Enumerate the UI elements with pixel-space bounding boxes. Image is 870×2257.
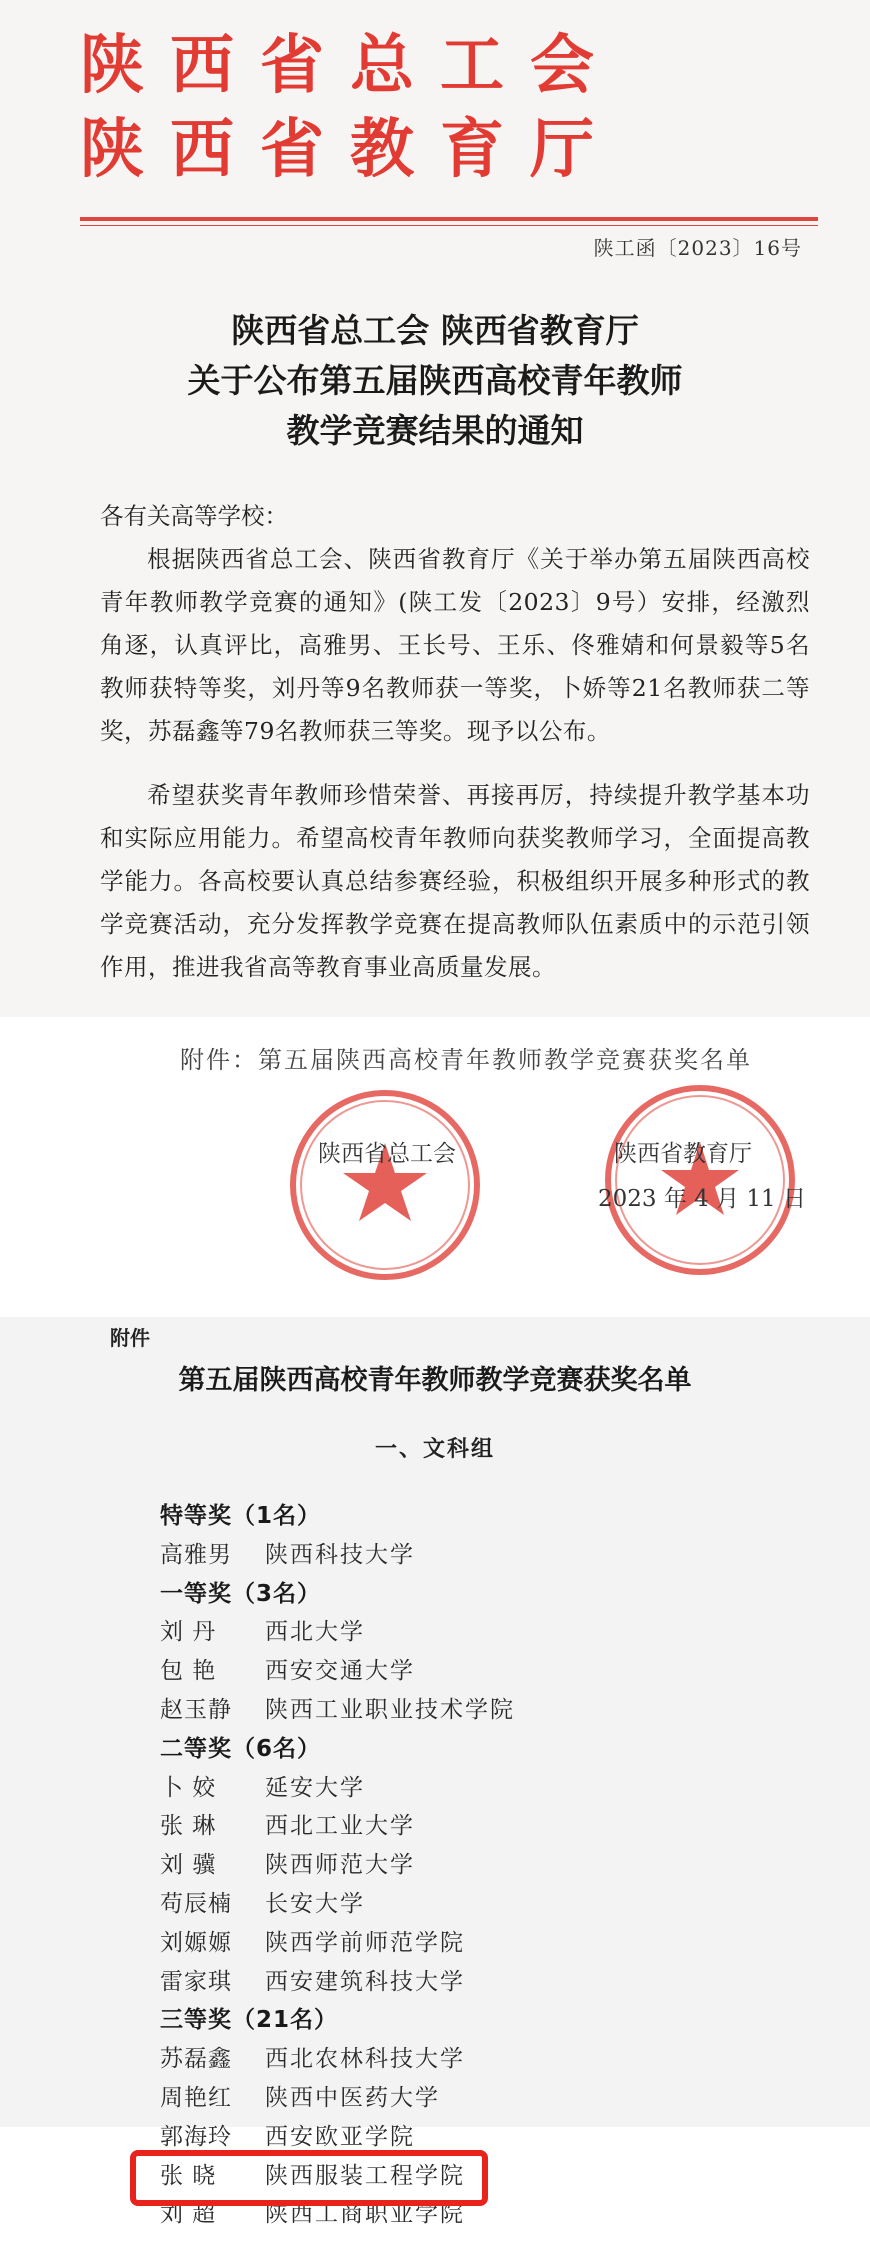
award-entry <box>160 1846 415 1884</box>
award-level-heading: 二等奖（6名） <box>160 1735 322 1762</box>
notice-title-line2: 关于公布第五届陕西高校青年教师 <box>187 361 683 400</box>
winner-name: 张 琳 <box>160 1813 217 1840</box>
winner-name: 赵玉静 <box>160 1697 232 1723</box>
winner-school: 长安大学 <box>265 1891 365 1917</box>
winner-name: 刘 丹 <box>160 1619 217 1646</box>
winner-name: 刘 超 <box>160 2201 217 2228</box>
winner-school: 陕西中医药大学 <box>265 2085 440 2111</box>
letterhead-line1: 陕西省总工会 <box>80 28 620 103</box>
group-heading: 一、文科组 <box>374 1437 495 1462</box>
winner-name: 刘 骥 <box>160 1852 217 1879</box>
award-entry <box>160 1536 415 1574</box>
award-entry <box>160 2040 465 2078</box>
notice-title-line3: 教学竞赛结果的通知 <box>286 411 584 450</box>
award-entry <box>160 1924 465 1962</box>
award-entry <box>160 2079 440 2117</box>
winner-name: 刘嫄嫄 <box>160 1929 232 1956</box>
winner-school: 陕西师范大学 <box>265 1852 415 1879</box>
winner-school: 西北农林科技大学 <box>265 2046 465 2073</box>
winner-name: 苟辰楠 <box>160 1891 232 1917</box>
document-number: 陕工函〔2023〕16号 <box>593 236 802 260</box>
letterhead-rule <box>80 217 818 221</box>
award-list-title: 第五届陕西高校青年教师教学竞赛获奖名单 <box>178 1365 692 1396</box>
award-entry <box>160 1613 365 1651</box>
winner-school: 陕西工商职业学院 <box>265 2201 465 2228</box>
winner-name: 包 艳 <box>160 1658 217 1685</box>
attachment-reference: 附件：第五届陕西高校青年教师教学竞赛获奖名单 <box>180 1046 752 1074</box>
seal-stamp-union <box>285 1085 485 1285</box>
winner-name: 雷家琪 <box>160 1968 232 1995</box>
winner-name: 卜 姣 <box>160 1774 217 1801</box>
winner-school: 西安欧亚学院 <box>265 2123 415 2150</box>
award-level-heading: 三等奖（21名） <box>160 2007 339 2034</box>
award-entry <box>160 1963 465 2001</box>
letterhead-line2: 陕西省教育厅 <box>80 112 620 187</box>
winner-school: 西安交通大学 <box>265 1658 415 1685</box>
salutation: 各有关高等学校： <box>100 502 288 530</box>
winner-name: 周艳红 <box>160 2085 232 2111</box>
winner-school: 陕西科技大学 <box>265 1541 415 1568</box>
highlight-box <box>130 2150 488 2206</box>
body-paragraph-2: 希望获奖青年教师珍惜荣誉、再接再厉，持续提升教学基本功和实际应用能力。希望高校青年教师向获奖教师学习，全面提高教学能力。各高校要认真总结参赛经验，积极组织开展多种形式的教学竞赛活动，充分发挥教学竞赛在提高教师队伍素质中的示范引领作用，推进我省高等教育事业高质量发展。 <box>100 781 810 981</box>
winner-name: 高雅男 <box>160 1541 232 1568</box>
signature-date: 2023 年 4 月 11 日 <box>598 1186 806 1212</box>
award-entry <box>160 1807 415 1845</box>
winner-school: 陕西学前师范学院 <box>265 1929 465 1956</box>
award-level-heading: 特等奖（1名） <box>160 1503 322 1529</box>
award-entry <box>160 1691 515 1729</box>
attachment-label: 附件 <box>110 1326 150 1350</box>
signature-org-1: 陕西省总工会 <box>318 1141 456 1167</box>
signature-org-2: 陕西省教育厅 <box>614 1141 752 1167</box>
body-paragraph-1: 根据陕西省总工会、陕西省教育厅《关于举办第五届陕西高校青年教师教学竞赛的通知》(陕工发〔2023〕9号）安排，经激烈角逐，认真评比，高雅男、王长号、王乐、佟雅婧和何景毅等5名教师获特等奖，刘丹等9名教师获一等奖，卜娇等21名教师获二等奖，苏磊鑫等79名教师获三等奖。现予以公布。 <box>100 545 810 745</box>
award-level-heading: 一等奖（3名） <box>160 1580 322 1607</box>
notice-title-line1: 陕西省总工会 陕西省教育厅 <box>231 311 639 350</box>
award-entry <box>160 1769 365 1807</box>
winner-school: 陕西工业职业技术学院 <box>265 1697 515 1723</box>
winner-school: 陕西服装工程学院 <box>265 2162 465 2189</box>
winner-name: 郭海玲 <box>160 2123 232 2150</box>
winner-name: 张 晓 <box>160 2162 217 2189</box>
letterhead-rule-thin <box>80 225 818 226</box>
winner-school: 西北大学 <box>265 1619 365 1646</box>
winner-school: 西北工业大学 <box>265 1813 415 1840</box>
winner-school: 西安建筑科技大学 <box>265 1968 465 1995</box>
award-entry <box>160 1652 415 1690</box>
winner-school: 延安大学 <box>265 1774 365 1801</box>
winner-name: 苏磊鑫 <box>160 2046 232 2073</box>
award-entry <box>160 1885 365 1923</box>
